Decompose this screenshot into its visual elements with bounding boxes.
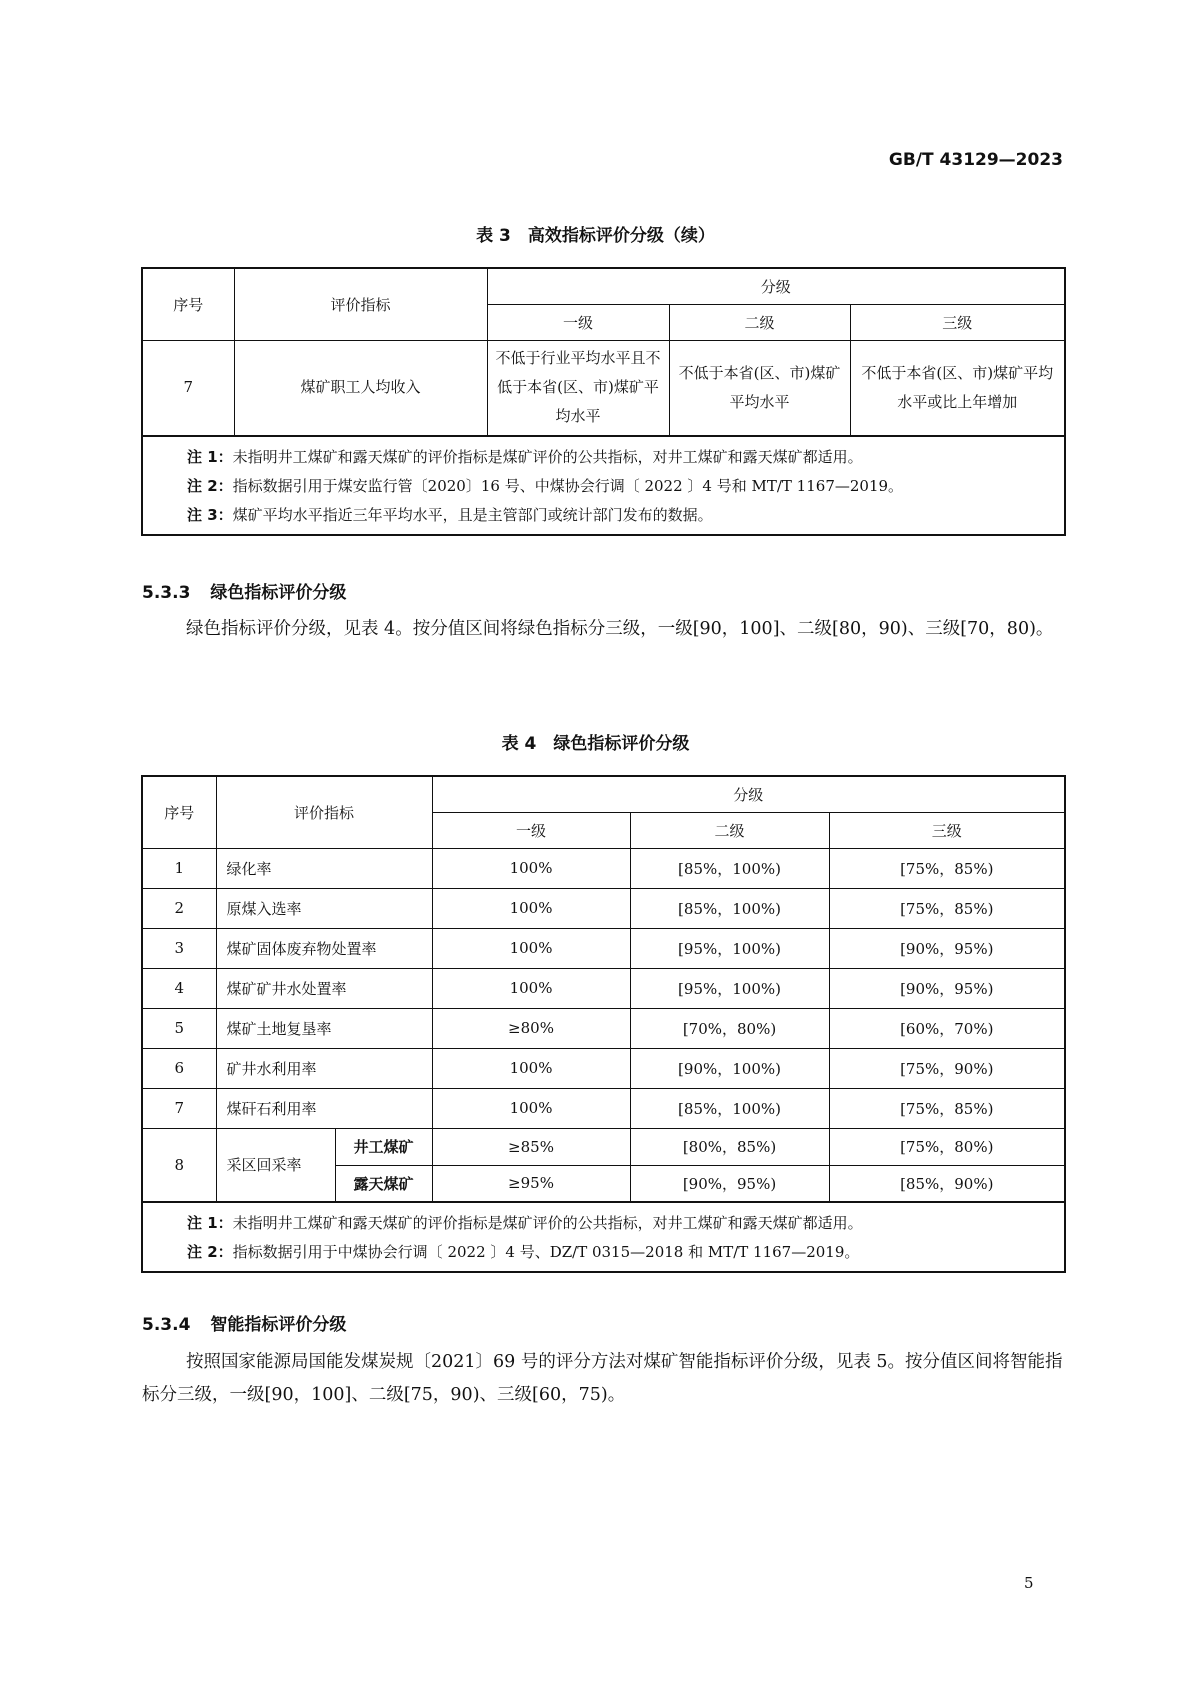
row-grade-1: ≥85% xyxy=(432,1128,630,1165)
table4-notes xyxy=(142,1202,1065,1272)
table3 xyxy=(141,267,1066,536)
row-indicator: 煤矿矿井水处置率 xyxy=(216,968,432,1008)
row-no: 7 xyxy=(142,340,234,436)
table4-note-1: 注 1：未指明井工煤矿和露天煤矿的评价指标是煤矿评价的公共指标，对井工煤矿和露天煤矿都适用。 xyxy=(187,1214,863,1232)
table-row xyxy=(142,1048,1065,1088)
header-no: 序号 xyxy=(142,268,234,340)
row-grade-2: [85%，100%) xyxy=(630,848,829,888)
row-grade-3: [90%，95%) xyxy=(829,968,1065,1008)
table3-notes xyxy=(142,436,1065,535)
row-grade-3: [75%，85%) xyxy=(829,1088,1065,1128)
header-grading: 分级 xyxy=(487,268,1065,304)
row-grade-1: 100% xyxy=(432,1048,630,1088)
table3-note-3: 注 3：煤矿平均水平指近三年平均水平，且是主管部门或统计部门发布的数据。 xyxy=(187,506,713,524)
table-row xyxy=(142,1128,1065,1165)
table-row xyxy=(142,968,1065,1008)
row-grade-3: [75%，80%) xyxy=(829,1128,1065,1165)
header-grade-2: 二级 xyxy=(630,812,829,848)
table-row xyxy=(142,848,1065,888)
header-grade-2: 二级 xyxy=(669,304,850,340)
standard-code: GB/T 43129—2023 xyxy=(888,150,1063,170)
row-grade-3: [75%，90%) xyxy=(829,1048,1065,1088)
header-grade-3: 三级 xyxy=(850,304,1065,340)
table-row xyxy=(142,1008,1065,1048)
header-indicator: 评价指标 xyxy=(234,268,487,340)
row-indicator: 煤矿土地复垦率 xyxy=(216,1008,432,1048)
row-grade-2: [85%，100%) xyxy=(630,888,829,928)
row-grade-2: [95%，100%) xyxy=(630,928,829,968)
row-indicator: 煤矿固体废弃物处置率 xyxy=(216,928,432,968)
row-indicator: 矿井水利用率 xyxy=(216,1048,432,1088)
row-no: 4 xyxy=(142,968,216,1008)
header-grade-1: 一级 xyxy=(487,304,669,340)
row-grade-2: [90%，95%) xyxy=(630,1165,829,1202)
row-grade-3: [85%，90%) xyxy=(829,1165,1065,1202)
row-level-2: 不低于本省(区、市)煤矿平均水平 xyxy=(669,340,850,436)
row-grade-3: [90%，95%) xyxy=(829,928,1065,968)
section-534-heading: 5.3.4 智能指标评价分级 xyxy=(142,1315,347,1335)
header-grade-3: 三级 xyxy=(829,812,1065,848)
table-row xyxy=(142,1088,1065,1128)
row-indicator: 煤矸石利用率 xyxy=(216,1088,432,1128)
row-grade-2: [70%，80%) xyxy=(630,1008,829,1048)
row-indicator: 煤矿职工人均收入 xyxy=(234,340,487,436)
table3-note-2: 注 2：指标数据引用于煤安监行管〔2020〕16 号、中煤协会行调〔 2022 〕4 号和 MT/T 1167—2019。 xyxy=(187,477,904,495)
row-level-1: 不低于行业平均水平且不低于本省(区、市)煤矿平均水平 xyxy=(487,340,669,436)
row-grade-2: [90%，100%) xyxy=(630,1048,829,1088)
row-grade-1: 100% xyxy=(432,888,630,928)
section-534-paragraph: 按照国家能源局国能发煤炭规〔2021〕69 号的评分方法对煤矿智能指标评价分级，见表 5。按分值区间将智能指标分三级，一级[90，100]、二级[75，90)、三级[60，75)。 xyxy=(142,1352,1063,1405)
row-grade-2: [85%，100%) xyxy=(630,1088,829,1128)
header-grade-1: 一级 xyxy=(432,812,630,848)
table-row xyxy=(142,928,1065,968)
row-grade-3: [75%，85%) xyxy=(829,848,1065,888)
table3-note-1: 注 1：未指明井工煤矿和露天煤矿的评价指标是煤矿评价的公共指标，对井工煤矿和露天煤矿都适用。 xyxy=(187,448,863,466)
row-grade-1: 100% xyxy=(432,1088,630,1128)
row-grade-1: ≥95% xyxy=(432,1165,630,1202)
row-grade-3: [60%，70%) xyxy=(829,1008,1065,1048)
row-grade-2: [80%，85%) xyxy=(630,1128,829,1165)
row-grade-3: [75%，85%) xyxy=(829,888,1065,928)
row-level-3: 不低于本省(区、市)煤矿平均水平或比上年增加 xyxy=(850,340,1065,436)
row-grade-1: 100% xyxy=(432,928,630,968)
row-no: 1 xyxy=(142,848,216,888)
row-no: 3 xyxy=(142,928,216,968)
row-grade-1: ≥80% xyxy=(432,1008,630,1048)
row-indicator: 原煤入选率 xyxy=(216,888,432,928)
row-subtype: 井工煤矿 xyxy=(335,1128,432,1165)
row-indicator: 采区回采率 xyxy=(216,1128,335,1202)
row-no: 8 xyxy=(142,1128,216,1202)
row-no: 2 xyxy=(142,888,216,928)
row-subtype: 露天煤矿 xyxy=(335,1165,432,1202)
section-533-paragraph: 绿色指标评价分级，见表 4。按分值区间将绿色指标分三级，一级[90，100]、二级[80，90)、三级[70，80)。 xyxy=(186,619,1054,639)
page-number: 5 xyxy=(1024,1574,1034,1592)
row-indicator: 绿化率 xyxy=(216,848,432,888)
row-no: 7 xyxy=(142,1088,216,1128)
header-grading: 分级 xyxy=(432,776,1065,812)
row-grade-2: [95%，100%) xyxy=(630,968,829,1008)
row-no: 5 xyxy=(142,1008,216,1048)
row-grade-1: 100% xyxy=(432,968,630,1008)
table4 xyxy=(141,775,1066,1273)
table3-caption: 表 3 高效指标评价分级（续） xyxy=(476,226,715,246)
table4-note-2: 注 2：指标数据引用于中煤协会行调〔 2022 〕4 号、DZ/T 0315—2018 和 MT/T 1167—2019。 xyxy=(187,1243,860,1261)
header-no: 序号 xyxy=(142,776,216,848)
row-grade-1: 100% xyxy=(432,848,630,888)
table4-caption: 表 4 绿色指标评价分级 xyxy=(501,734,690,754)
table-row xyxy=(142,888,1065,928)
section-533-heading: 5.3.3 绿色指标评价分级 xyxy=(142,583,347,603)
header-indicator: 评价指标 xyxy=(216,776,432,848)
row-no: 6 xyxy=(142,1048,216,1088)
